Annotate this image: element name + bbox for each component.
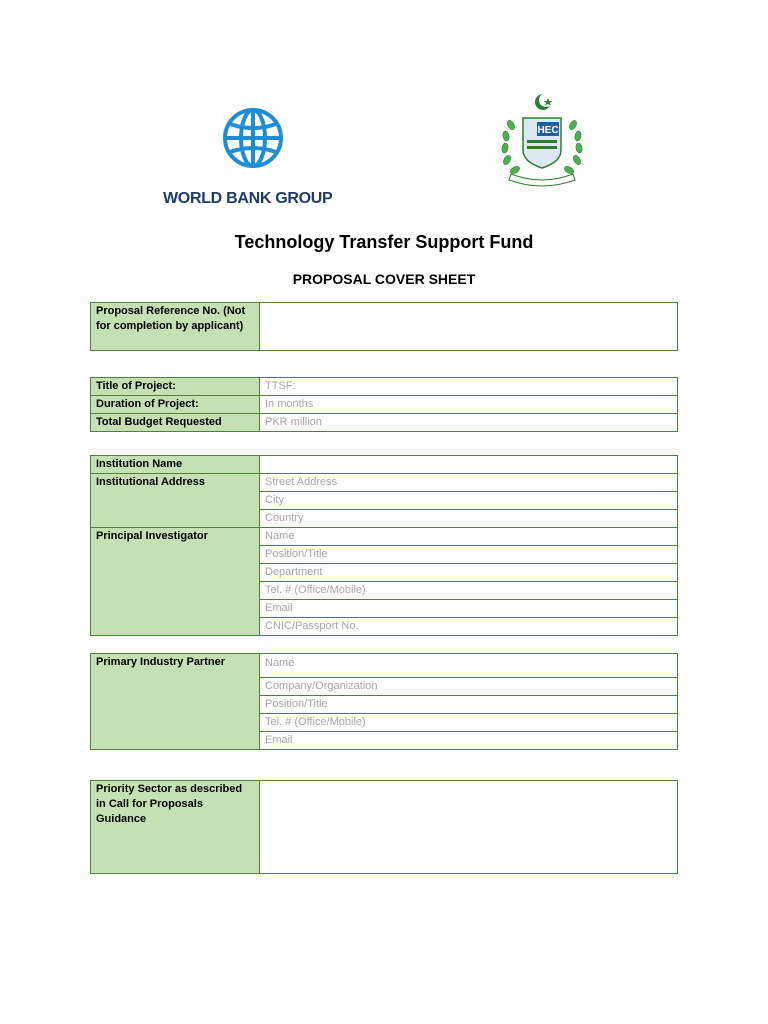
world-bank-group-wordmark: WORLD BANK GROUP [163, 190, 333, 207]
project-duration-label: Duration of Project: [91, 396, 260, 414]
total-budget-label: Total Budget Requested [91, 414, 260, 432]
project-title-field[interactable]: TTSF: [260, 378, 678, 396]
partner-company-field[interactable]: Company/Organization [260, 678, 678, 696]
proposal-reference-field[interactable] [260, 303, 678, 351]
table-row [91, 654, 678, 678]
pi-email-field[interactable]: Email [260, 600, 678, 618]
table-row [91, 474, 678, 492]
table-row [91, 781, 678, 874]
pi-name-field[interactable]: Name [260, 528, 678, 546]
city-field[interactable]: City [260, 492, 678, 510]
institution-name-label: Institution Name [91, 456, 260, 474]
street-address-field[interactable]: Street Address [260, 474, 678, 492]
priority-sector-label: Priority Sector as described in Call for Proposals Guidance [91, 781, 260, 874]
institutional-address-label: Institutional Address [91, 474, 260, 528]
table-row [91, 378, 678, 396]
pi-department-field[interactable]: Department [260, 564, 678, 582]
document-title: Technology Transfer Support Fund [234, 232, 534, 252]
world-bank-group-logo [163, 106, 348, 207]
partner-name-field[interactable]: Name [260, 654, 678, 678]
proposal-reference-label: Proposal Reference No. (Not for completion by applicant) [91, 303, 260, 351]
institution-table [90, 455, 678, 636]
logo-bar [0, 90, 768, 207]
industry-partner-label: Primary Industry Partner [91, 654, 260, 750]
hec-emblem-icon [497, 90, 587, 190]
priority-sector-field[interactable] [260, 781, 678, 874]
table-row [91, 303, 678, 351]
proposal-reference-table [90, 302, 678, 351]
globe-icon [221, 106, 285, 170]
partner-email-field[interactable]: Email [260, 732, 678, 750]
project-duration-field[interactable]: In months [260, 396, 678, 414]
pi-phone-field[interactable]: Tel. # (Office/Mobile) [260, 582, 678, 600]
partner-position-field[interactable]: Position/Title [260, 696, 678, 714]
priority-sector-table [90, 780, 678, 874]
pi-cnic-field[interactable]: CNIC/Passport No. [260, 618, 678, 636]
industry-partner-table [90, 653, 678, 750]
total-budget-field[interactable]: PKR million [260, 414, 678, 432]
country-field[interactable]: Country [260, 510, 678, 528]
institution-name-field[interactable] [260, 456, 678, 474]
table-row [91, 396, 678, 414]
table-row [91, 456, 678, 474]
table-row [91, 414, 678, 432]
svg-text:HEC: HEC [537, 125, 559, 136]
table-row [91, 528, 678, 546]
project-info-table [90, 377, 678, 432]
project-title-label: Title of Project: [91, 378, 260, 396]
partner-phone-field[interactable]: Tel. # (Office/Mobile) [260, 714, 678, 732]
pi-position-field[interactable]: Position/Title [260, 546, 678, 564]
principal-investigator-label: Principal Investigator [91, 528, 260, 636]
document-subtitle: PROPOSAL COVER SHEET [292, 271, 476, 287]
